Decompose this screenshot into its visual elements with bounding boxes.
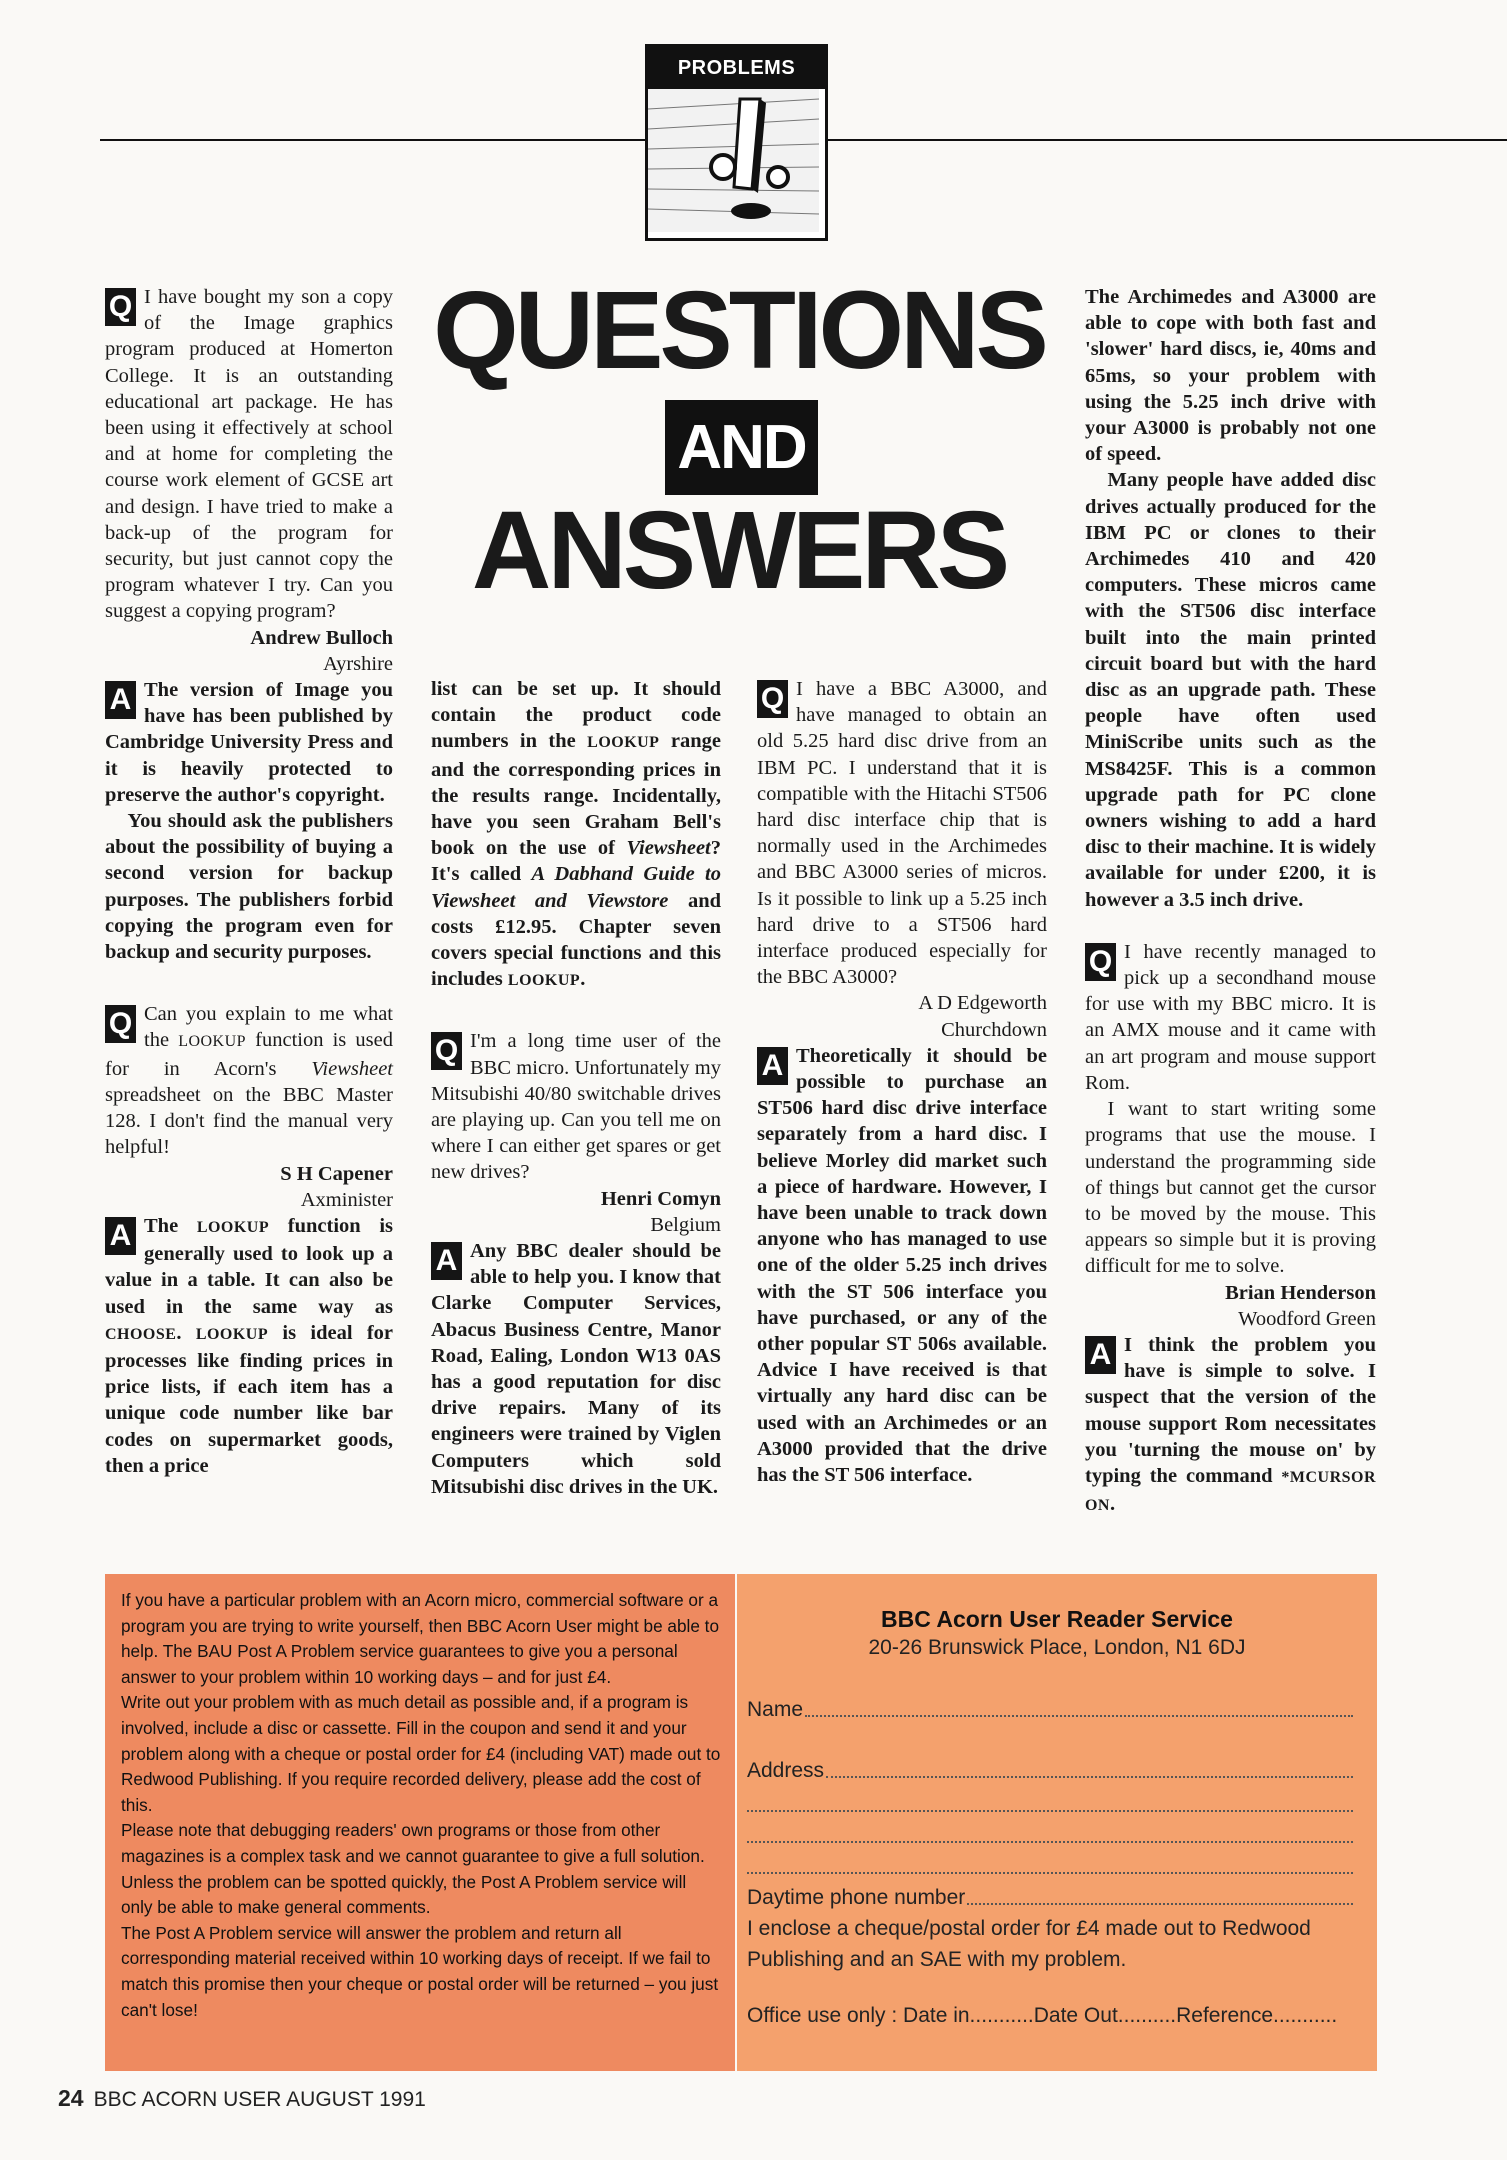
q5-place: Woodford Green: [1238, 1307, 1376, 1330]
q2-answer: A The LOOKUP function is generally used to look up a value in a table. It can also be used in the same way as CHOOSE. LOOKUP is ideal for processes like finding prices in price lists, if each item has a unique code number like bar codes on supermarket goods, then a price: [105, 1214, 393, 1477]
address-line-2[interactable]: [747, 1810, 1353, 1812]
coupon-address: 20-26 Brunswick Place, London, N1 6DJ: [868, 1636, 1246, 1659]
address-field[interactable]: [747, 1759, 1353, 1783]
q4-answer-continued-1: The Archimedes and A3000 are able to cope with both fast and 'slower' hard discs, ie, 40ms and 65ms, so your problem with using the 5.25 inch drive with your A3000 is probably not one of speed.: [1085, 286, 1376, 466]
title-and: AND: [665, 400, 818, 495]
q3-answer: A Any BBC dealer should be able to help you. I know that Clarke Computer Services, Abacus Business Centre, Manor Road, Ealing, London W13 0AS has a good reputation for disc drive repairs. Many of its engineers were trained by Viglen Computers which sold Mitsubishi disc drives in the UK.: [431, 1240, 721, 1498]
column-1: [105, 284, 393, 1479]
publication-name: BBC ACORN USER AUGUST 1991: [93, 2088, 426, 2111]
office-use-line: Office use only : Date in...........Date Out..........Reference...........: [747, 2004, 1338, 2027]
enclose-statement: I enclose a cheque/postal order for £4 made out to Redwood Publishing and an SAE with my problem.: [747, 1917, 1311, 1971]
q3-question: Q I'm a long time user of the BBC micro. Unfortunately my Mitsubishi 40/80 switchable drives are playing up. Can you tell me on where I can either get spares or get new drives?: [431, 1030, 721, 1184]
title-answers: ANSWERS: [471, 489, 1007, 612]
q2-answer-continued: list can be set up. It should contain the product code numbers in the LOOKUP range and the corresponding prices in the results range. Incidentally, have you seen Graham Bell's book on the use of Viewsheet? It's called A Dabhand Guide to Viewsheet and Viewstore and costs £12.95. Chapter seven covers special functions and this includes LOOKUP.: [431, 678, 721, 991]
post-a-problem-panel: [105, 1574, 735, 2071]
q1-answer-2: You should ask the publishers about the possibility of buying a second version for backup purposes. The publishers forbid copying the program even for backup and security purposes.: [105, 810, 393, 964]
q-badge: Q: [105, 288, 136, 326]
q5-answer: A I think the problem you have is simple to solve. I suspect that the version of the mouse support Rom necessitates you 'turning the mouse on' by typing the command *MCURSOR ON.: [1085, 1333, 1376, 1516]
q5-question: Q I have recently managed to pick up a secondhand mouse for use with my BBC micro. It is an AMX mouse and it came with an art program and mouse support Rom.: [1085, 940, 1376, 1094]
q2-author: S H Capener: [280, 1162, 393, 1185]
service-info-2: Write out your problem with as much detail as possible and, if a program is involved, include a disc or cassette. Fill in the coupon and send it and your problem along with a cheque or postal order for £4 (including VAT) made out to Redwood Publishing. If you require recorded delivery, please add the cost of this.: [121, 1692, 721, 1815]
reader-service-coupon: [737, 1574, 1377, 2071]
q1-place: Ayrshire: [323, 652, 393, 675]
title-questions: QUESTIONS: [433, 269, 1045, 392]
q2-place: Axminister: [300, 1188, 393, 1211]
column-4: [1085, 284, 1376, 1519]
q4-author: A D Edgeworth: [918, 992, 1047, 1015]
service-info-4: The Post A Problem service will answer the problem and return all corresponding material received within 10 working days of receipt. If we fail to match this promise then your cheque or postal order will be returned – you just can't lose!: [121, 1922, 719, 2020]
q5-question-2: I want to start writing some programs that use the mouse. I understand the programming side of things but cannot get the cursor to be moved by the mouse. This appears so simple but it is proving difficult for me to solve.: [1085, 1098, 1376, 1278]
q-badge: Q: [1085, 943, 1116, 981]
a-badge: A: [1085, 1336, 1116, 1374]
address-line-3[interactable]: [747, 1841, 1353, 1843]
phone-field[interactable]: [747, 1886, 1353, 1910]
question-exclamation-icon: [648, 89, 819, 232]
a-badge: A: [431, 1242, 462, 1280]
q3-place: Belgium: [650, 1213, 721, 1236]
phone-label: Daytime phone number: [747, 1886, 966, 1909]
a-badge: A: [105, 681, 136, 719]
q1-answer: A The version of Image you have has been published by Cambridge University Press and it is heavily protected to preserve the author's copyright.: [105, 679, 393, 806]
q4-place: Churchdown: [941, 1018, 1047, 1041]
page-footer: [58, 2085, 426, 2112]
page-number: 24: [58, 2085, 84, 2111]
name-field[interactable]: [747, 1698, 1353, 1722]
a-badge: A: [757, 1047, 788, 1085]
q4-question: Q I have a BBC A3000, and have managed to obtain an old 5.25 hard disc drive from an IBM PC. I understand that it is compatible with the Hitachi ST506 hard disc interface chip that is normally used in the Archimedes and BBC A3000 series of micros. Is it possible to link up a 5.25 inch hard drive to a ST506 hard interface produced especially for the BBC A3000?: [757, 678, 1047, 989]
service-info-3: Please note that debugging readers' own programs or those from other magazines is a complex task and we cannot guarantee to give a full solution. Unless the problem can be spotted quickly, the Post A Problem service will only be able to make general comments.: [121, 1820, 705, 1918]
q3-author: Henri Comyn: [600, 1187, 721, 1210]
q4-answer: A Theoretically it should be possible to purchase an ST506 hard disc drive interface separately from a hard disc. I believe Morley did market such a piece of hardware. However, I have been unable to track down anyone who has managed to use one of the older 5.25 inch drives with the ST 506 interface you have purchased, or any of the other popular ST 506s available. Advice I have received is that virtually any hard disc can be used with an Archimedes or an A3000 provided that the drive has the ST 506 interface.: [757, 1044, 1047, 1487]
q-badge: Q: [757, 680, 788, 718]
column-3: [757, 676, 1047, 1488]
service-info-1: If you have a particular problem with an Acorn micro, commercial software or a program you are trying to write yourself, then BBC Acorn User might be able to help. The BAU Post A Problem service guarantees to give you a personal answer to your problem within 10 working days – and for just £4.: [121, 1590, 720, 1687]
q1-author: Andrew Bulloch: [250, 626, 393, 649]
name-label: Name: [747, 1698, 804, 1721]
q-badge: Q: [105, 1005, 136, 1043]
section-label: PROBLEMS: [648, 47, 825, 89]
a-badge: A: [105, 1217, 136, 1255]
address-line-4[interactable]: [747, 1872, 1353, 1874]
q1-question: Q I have bought my son a copy of the Image graphics program produced at Homerton College. It is an outstanding educational art package. He has been using it effectively at school and at home for completing the course work element of GCSE art and design. I have tried to make a back-up of the program for security, but just cannot copy the program whatever I try. Can you suggest a copying program?: [105, 286, 393, 623]
problems-logo: [645, 44, 828, 241]
column-2: [431, 676, 721, 1500]
address-label: Address: [747, 1759, 825, 1782]
coupon-title: BBC Acorn User Reader Service: [881, 1606, 1233, 1632]
q2-question: Q Can you explain to me what the LOOKUP function is used for in Acorn's Viewsheet spreadsheet on the BBC Master 128. I don't find the manual very helpful!: [105, 1003, 393, 1159]
q5-author: Brian Henderson: [1225, 1281, 1376, 1304]
q4-answer-continued-2: Many people have added disc drives actually produced for the IBM PC or clones to their Archimedes 410 and 420 computers. These micros came with the ST506 disc interface built into the main printed circuit board but with the hard disc as an upgrade path. These people have often used MiniScribe units such as the MS8425F. This is a common upgrade path for PC clone owners wishing to add a hard disc to their machine. It is widely available for under £200, it is however a 3.5 inch drive.: [1085, 469, 1376, 911]
q-badge: Q: [431, 1032, 462, 1070]
